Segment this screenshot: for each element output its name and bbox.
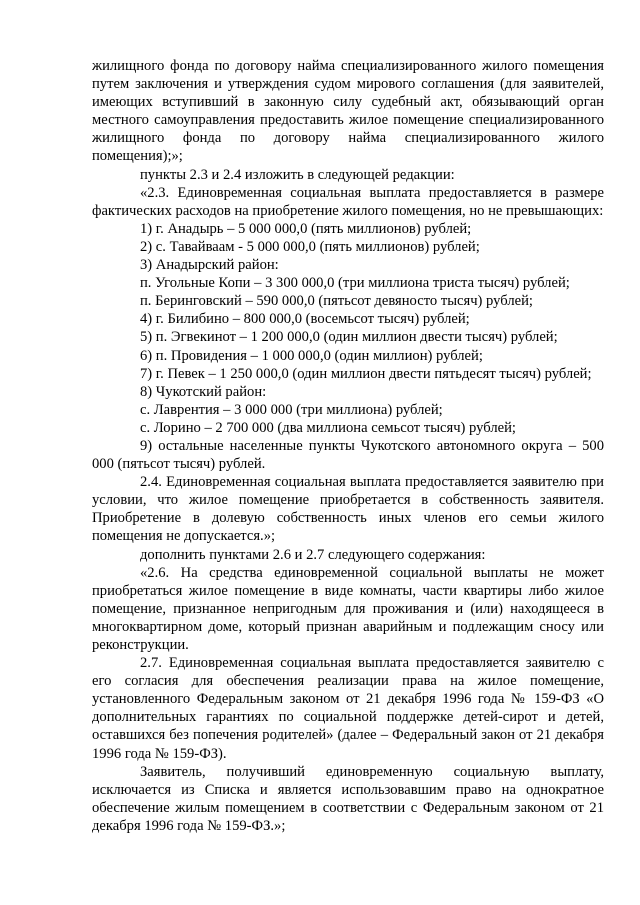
paragraph-add-points-2-6-2-7: дополнить пунктами 2.6 и 2.7 следующего содержания: [140, 546, 486, 563]
list-item-lavrentiya: с. Лаврентия – 3 000 000 (три миллиона) рублей; [140, 401, 443, 418]
list-item-anadyr: 1) г. Анадырь – 5 000 000,0 (пять миллионов) рублей; [140, 220, 472, 237]
paragraph-point-2-4: 2.4. Единовременная социальная выплата предоставляется заявителю при условии, что жилое помещение приобретается в собственность заявителя. Приобретение в долевую собственность иных членов его семьи жилого помещения не допускается.»; [92, 474, 604, 545]
paragraph-point-2-6: «2.6. На средства единовременной социальной выплаты не может приобретаться жилое помещение в виде комнаты, части квартиры либо жилое помещение, признанное непригодным для проживания и (или) находящееся в многоквартирном доме, который признан аварийным и подлежащим сносу или реконструкции. [92, 564, 604, 653]
list-item-bilibino: 4) г. Билибино – 800 000,0 (восемьсот тысяч) рублей; [140, 311, 470, 328]
paragraph-housing-fund-continuation: жилищного фонда по договору найма специализированного жилого помещения путем заключения и утверждения судом мирового соглашения (для заявителей, имеющих вступивший в законную силу судебный акт, обязывающий орган местного самоуправления предоставить жилое помещение специализированного жилищного фонда по договору найма специализированного жилого помещения);»; [92, 58, 604, 165]
list-item-pevek: 7) г. Певек – 1 250 000,0 (один миллион двести пятьдесят тысяч) рублей; [140, 365, 592, 382]
list-item-other-settlements: 9) остальные населенные пункты Чукотского автономного округа – 500 000 (пятьсот тысяч) рублей. [92, 437, 604, 473]
paragraph-applicant-exclusion: Заявитель, получивший единовременную социальную выплату, исключается из Списка и является использовавшим право на однократное обеспечение жилым помещением в соответствии с Федеральным законом от 21 декабря 1996 года № 159-ФЗ.»; [92, 763, 604, 834]
document-body [92, 57, 604, 835]
list-item-ugolnye-kopi: п. Угольные Копи – 3 300 000,0 (три миллиона триста тысяч) рублей; [140, 275, 570, 292]
paragraph-point-2-7: 2.7. Единовременная социальная выплата предоставляется заявителю с его согласия для обеспечения реализации права на жилое помещение, установленного Федеральным законом от 21 декабря 1996 года № 159-ФЗ «О дополнительных гарантиях по социальной поддержке детей-сирот и детей, оставшихся без попечения родителей» (далее – Федеральный закон от 21 декабря 1996 года № 159-ФЗ). [92, 655, 604, 762]
paragraph-amend-points-2-3-2-4: пункты 2.3 и 2.4 изложить в следующей редакции: [140, 166, 455, 183]
paragraph-point-2-3: «2.3. Единовременная социальная выплата предоставляется в размере фактических расходов на приобретение жилого помещения, но не превышающих: [92, 184, 604, 219]
list-item-provideniya: 6) п. Провидения – 1 000 000,0 (один миллион) рублей; [140, 347, 483, 364]
list-item-chukotsky-district: 8) Чукотский район: [140, 383, 267, 400]
list-item-lorino: с. Лорино – 2 700 000 (два миллиона семьсот тысяч) рублей; [140, 419, 516, 436]
list-item-tavaivaam: 2) с. Тавайваам - 5 000 000,0 (пять миллионов) рублей; [140, 238, 480, 255]
list-item-anadyr-district: 3) Анадырский район: [140, 257, 279, 274]
list-item-beringovsky: п. Беринговский – 590 000,0 (пятьсот девяносто тысяч) рублей; [140, 293, 533, 310]
list-item-egvekinot: 5) п. Эгвекинот – 1 200 000,0 (один миллион двести тысяч) рублей; [140, 329, 558, 346]
